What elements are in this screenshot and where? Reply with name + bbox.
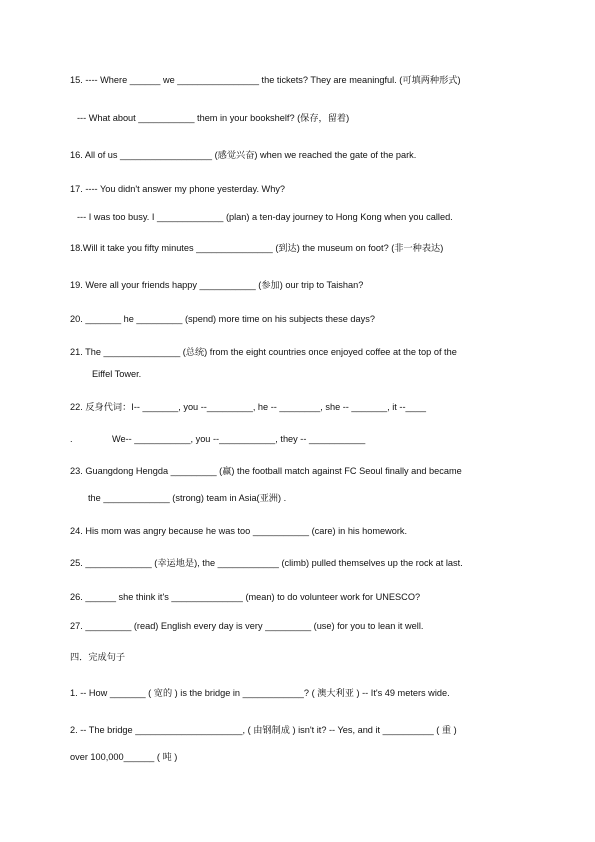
question-23-line-2: the _____________ (strong) team in Asia(亚洲) . <box>88 493 287 503</box>
question-26: 26. ______ she think it's ______________ (mean) to do volunteer work for UNESCO? <box>70 592 421 602</box>
question-25: 25. _____________ (幸运地是), the ____________ (climb) pulled themselves up the rock at last. <box>70 558 463 568</box>
question-15-line-1: 15. ---- Where ______ we ________________ the tickets? They are meaningful. (可填两种形式) <box>70 75 461 85</box>
question-27: 27. _________ (read) English every day is very _________ (use) for you to lean it well. <box>70 621 424 631</box>
question-22-line-2: We-- ___________, you --___________, they -- ___________ <box>112 434 366 444</box>
completion-1: 1. -- How _______ ( 宽的 ) is the bridge in ____________? ( 澳大利亚 ) -- It's 49 meters wide. <box>70 688 450 698</box>
question-21-line-1: 21. The _______________ (总统) from the eight countries once enjoyed coffee at the top of the <box>70 347 457 357</box>
question-17-line-1: 17. ---- You didn't answer my phone yesterday. Why? <box>70 184 286 194</box>
section-4-heading: 四．完成句子 <box>70 652 126 662</box>
completion-2-line-2: over 100,000______ ( 吨 ) <box>70 752 178 762</box>
question-19: 19. Were all your friends happy ___________ (参加) our trip to Taishan? <box>70 280 364 290</box>
question-24: 24. His mom was angry because he was too ___________ (care) in his homework. <box>70 526 408 536</box>
question-21-line-2: Eiffel Tower. <box>92 369 142 379</box>
question-15-line-2: --- What about ___________ them in your bookshelf? (保存，留着) <box>77 113 350 123</box>
question-22-line-1: 22. 反身代词：I-- _______, you --_________, he -- ________, she -- _______, it --____ <box>70 402 426 412</box>
question-20: 20. _______ he _________ (spend) more time on his subjects these days? <box>70 314 375 324</box>
question-17-line-2: --- I was too busy. I _____________ (plan) a ten-day journey to Hong Kong when you called. <box>77 212 453 222</box>
question-16: 16. All of us __________________ (感觉兴奋) when we reached the gate of the park. <box>70 150 417 160</box>
completion-2-line-1: 2. -- The bridge _____________________, ( 由钢制成 ) isn't it? -- Yes, and it __________ ( 重 ) <box>70 725 457 735</box>
question-18: 18.Will it take you fifty minutes _______________ (到达) the museum on foot? (非一种表达) <box>70 243 444 253</box>
question-22-dot: . <box>70 434 73 444</box>
question-23-line-1: 23. Guangdong Hengda _________ (赢) the football match against FC Seoul finally and became <box>70 466 462 476</box>
